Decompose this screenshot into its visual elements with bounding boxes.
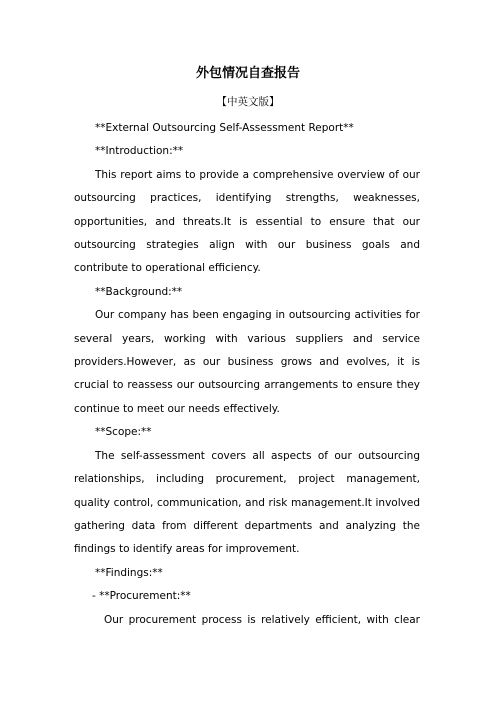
background-paragraph: Our company has been engaging in outsourcing activities for several years, working with various suppliers and service providers.However, as our business grows and evolves, it is crucial to reassess our outsourcing arrangements to ensure they continue to meet our needs effectively. [74,309,420,415]
document-title: 外包情况自查报告 [195,66,300,81]
scope-paragraph: The self-assessment covers all aspects of our outsourcing relationships, including procurement, project management, quality control, communication, and risk management.It involved gathering data from different departments and analyzing the findings to identify areas for improvement. [74,449,420,556]
findings-item-procurement: - **Procurement:** [92,590,191,603]
document-body [74,117,420,632]
section-heading-introduction: **Introduction:** [95,145,184,158]
report-heading: **External Outsourcing Self-Assessment Report** [95,122,354,134]
introduction-paragraph: This report aims to provide a comprehensive overview of our outsourcing practices, identifying strengths, weaknesses, opportunities, and threats.It is essential to ensure that our outsourcing strategies align with our business goals and contribute to operational efficiency. [74,168,420,275]
procurement-paragraph: Our procurement process is relatively efficient, with clear [104,613,420,626]
section-heading-findings: **Findings:** [95,566,163,579]
section-heading-scope: **Scope:** [95,426,152,439]
document-subtitle: 【中英文版】 [216,96,280,108]
section-heading-background: **Background:** [95,285,183,298]
